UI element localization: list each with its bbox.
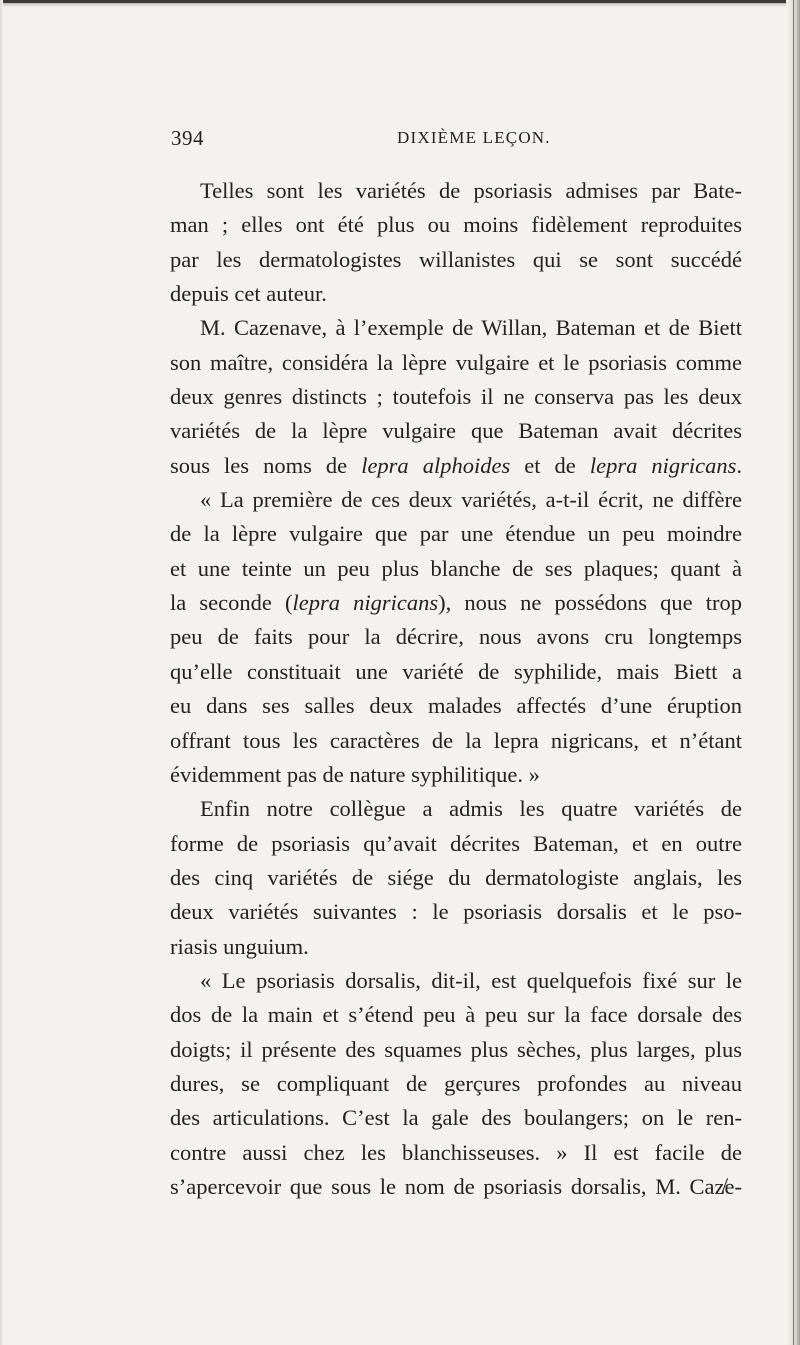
text-line: peu de faits pour la décrire, nous avons cru longtemps	[170, 624, 742, 650]
text-line: dos de la main et s’étend peu à peu sur la face dorsale des	[170, 1002, 742, 1028]
text-line: forme de psoriasis qu’avait décrites Bateman, et en outre	[170, 830, 742, 856]
text-line: dures, se compliquant de gerçures profondes au niveau	[170, 1070, 742, 1096]
page-number: 394	[171, 126, 204, 150]
page-header	[171, 126, 731, 156]
body-text	[170, 174, 742, 1204]
text-run: ), nous ne possédons que trop	[438, 590, 742, 616]
text-line: s’apercevoir que sous le nom de psoriasis dorsalis, M. Caz̸e-	[170, 1173, 742, 1199]
text-line: Enfin notre collègue a admis les quatre variétés de	[200, 796, 742, 822]
text-line: son maître, considéra la lèpre vulgaire et le psoriasis comme	[170, 349, 742, 375]
text-line: des articulations. C’est la gale des boulangers; on le ren-	[170, 1105, 742, 1131]
italic-term: lepra nigricans	[589, 452, 737, 478]
text-run: sous les noms de	[170, 452, 362, 478]
text-line: man ; elles ont été plus ou moins fidèlement reproduites	[170, 212, 742, 238]
text-run: et de	[510, 452, 590, 478]
text-line: deux variétés suivantes : le psoriasis dorsalis et le pso-	[170, 899, 742, 925]
text-line	[170, 586, 742, 620]
text-line: Telles sont les variétés de psoriasis admises par Bate-	[200, 178, 742, 203]
text-line: évidemment pas de nature syphilitique. »	[170, 761, 540, 787]
text-line: riasis unguium.	[170, 933, 309, 959]
italic-term: lepra alphoides	[361, 452, 511, 478]
text-line: et une teinte un peu plus blanche de ses plaques; quant à	[170, 555, 742, 581]
text-line: offrant tous les caractères de la lepra nigricans, et n’étant	[170, 727, 742, 753]
text-line: deux genres distincts ; toutefois il ne conserva pas les deux	[170, 384, 742, 410]
running-head: DIXIÈME LEÇON.	[397, 128, 551, 147]
text-line: M. Cazenave, à l’exemple de Willan, Bateman et de Biett	[200, 315, 742, 341]
text-line: doigts; il présente des squames plus sèches, plus larges, plus	[170, 1036, 742, 1062]
text-line: depuis cet auteur.	[170, 281, 327, 307]
text-line: de la lèpre vulgaire que par une étendue un peu moindre	[170, 521, 742, 547]
text-line: qu’elle constituait une variété de syphilide, mais Biett a	[170, 658, 742, 684]
text-line: « La première de ces deux variétés, a-t-il écrit, ne diffère	[200, 487, 742, 513]
text-line: par les dermatologistes willanistes qui se sont succédé	[170, 246, 742, 272]
text-run: la seconde (	[170, 590, 293, 616]
text-line	[170, 449, 742, 483]
text-run: .	[736, 452, 743, 478]
text-line: eu dans ses salles deux malades affectés d’une éruption	[170, 693, 742, 719]
text-line: des cinq variétés de siége du dermatologiste anglais, les	[170, 864, 742, 890]
text-line: contre aussi chez les blanchisseuses. » Il est facile de	[170, 1139, 742, 1165]
scan-right-line	[793, 0, 794, 1345]
text-line: variétés de la lèpre vulgaire que Bateman avait décrites	[170, 418, 742, 444]
italic-term: lepra nigricans	[292, 590, 439, 616]
scan-top-shadow	[0, 3, 800, 7]
scan-left-edge	[0, 0, 3, 1345]
text-line: « Le psoriasis dorsalis, dit-il, est quelquefois fixé sur le	[200, 967, 742, 993]
